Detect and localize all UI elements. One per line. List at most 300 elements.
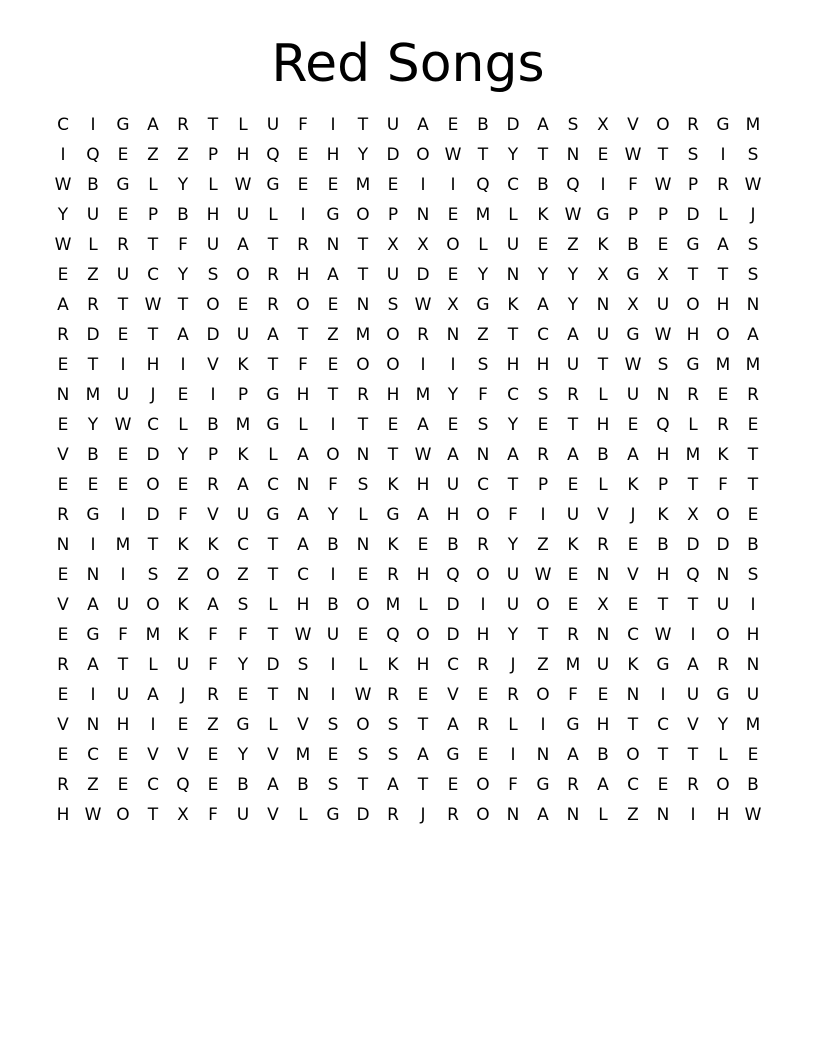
grid-letter: D xyxy=(506,115,520,135)
grid-letter: I xyxy=(330,415,336,435)
grid-letter: F xyxy=(298,355,308,375)
grid-letter: W xyxy=(624,145,642,165)
grid-letter: F xyxy=(238,625,248,645)
grid-letter: R xyxy=(717,655,729,675)
grid-letter: V xyxy=(627,115,639,135)
grid-row xyxy=(48,560,768,590)
grid-letter: T xyxy=(267,355,279,375)
grid-letter: H xyxy=(536,355,550,375)
grid-letter: N xyxy=(656,385,670,405)
grid-letter: E xyxy=(357,625,369,645)
grid-letter: W xyxy=(234,175,252,195)
grid-letter: T xyxy=(147,805,159,825)
grid-letter: E xyxy=(417,535,429,555)
grid-letter: O xyxy=(686,295,700,315)
grid-letter: C xyxy=(507,385,519,405)
grid-letter: L xyxy=(598,475,608,495)
grid-letter: U xyxy=(386,115,400,135)
grid-letter: R xyxy=(267,265,279,285)
grid-letter: A xyxy=(567,745,579,765)
grid-letter: H xyxy=(56,805,70,825)
grid-letter: A xyxy=(297,535,309,555)
grid-letter: Q xyxy=(266,145,280,165)
grid-letter: G xyxy=(86,625,100,645)
grid-letter: B xyxy=(597,445,609,465)
grid-letter: W xyxy=(744,175,762,195)
grid-letter: T xyxy=(657,745,669,765)
grid-letter: I xyxy=(120,505,126,525)
grid-letter: K xyxy=(657,505,669,525)
grid-letter: A xyxy=(267,325,279,345)
grid-letter: E xyxy=(357,565,369,585)
grid-letter: D xyxy=(266,655,280,675)
grid-letter: A xyxy=(537,295,549,315)
grid-letter: I xyxy=(750,595,756,615)
grid-letter: V xyxy=(297,715,309,735)
grid-letter: O xyxy=(476,805,490,825)
grid-letter: R xyxy=(477,535,489,555)
grid-letter: L xyxy=(508,205,518,225)
grid-letter: X xyxy=(387,235,399,255)
grid-letter: D xyxy=(716,535,730,555)
grid-letter: O xyxy=(356,595,370,615)
grid-letter: V xyxy=(447,685,459,705)
grid-letter: A xyxy=(717,235,729,255)
grid-letter: P xyxy=(537,475,549,495)
grid-letter: N xyxy=(296,685,310,705)
grid-letter: F xyxy=(508,775,518,795)
grid-row xyxy=(48,170,768,200)
grid-letter: C xyxy=(147,265,159,285)
grid-letter: R xyxy=(717,175,729,195)
grid-letter: C xyxy=(147,775,159,795)
grid-letter: W xyxy=(294,625,312,645)
grid-letter: E xyxy=(747,505,759,525)
grid-letter: X xyxy=(687,505,699,525)
grid-letter: C xyxy=(447,655,459,675)
grid-letter: H xyxy=(596,715,610,735)
grid-letter: A xyxy=(447,715,459,735)
grid-letter: K xyxy=(507,295,519,315)
grid-letter: E xyxy=(117,475,129,495)
grid-letter: C xyxy=(267,475,279,495)
grid-letter: B xyxy=(297,775,309,795)
grid-letter: O xyxy=(116,805,130,825)
grid-letter: G xyxy=(326,205,340,225)
grid-letter: A xyxy=(297,505,309,525)
grid-letter: T xyxy=(507,475,519,495)
grid-letter: Y xyxy=(237,745,249,765)
grid-letter: I xyxy=(450,175,456,195)
grid-letter: Y xyxy=(567,295,579,315)
grid-letter: G xyxy=(626,325,640,345)
grid-letter: T xyxy=(357,775,369,795)
grid-letter: Y xyxy=(447,385,459,405)
grid-letter: H xyxy=(296,385,310,405)
grid-letter: K xyxy=(387,535,399,555)
grid-letter: I xyxy=(120,565,126,585)
grid-letter: U xyxy=(686,685,700,705)
grid-letter: U xyxy=(506,595,520,615)
grid-letter: U xyxy=(506,565,520,585)
grid-row xyxy=(48,530,768,560)
grid-letter: U xyxy=(746,685,760,705)
grid-letter: L xyxy=(688,415,698,435)
grid-letter: E xyxy=(57,265,69,285)
grid-letter: E xyxy=(537,235,549,255)
grid-letter: O xyxy=(716,505,730,525)
grid-letter: X xyxy=(597,115,609,135)
grid-letter: N xyxy=(746,295,760,315)
grid-letter: T xyxy=(657,595,669,615)
grid-letter: X xyxy=(177,805,189,825)
grid-letter: S xyxy=(687,145,699,165)
grid-letter: R xyxy=(387,565,399,585)
grid-letter: U xyxy=(86,205,100,225)
grid-letter: U xyxy=(266,115,280,135)
grid-letter: E xyxy=(297,175,309,195)
grid-row xyxy=(48,680,768,710)
grid-letter: E xyxy=(627,535,639,555)
grid-letter: A xyxy=(147,115,159,135)
grid-letter: T xyxy=(177,295,189,315)
grid-letter: M xyxy=(745,355,761,375)
grid-letter: U xyxy=(116,685,130,705)
grid-letter: L xyxy=(298,415,308,435)
grid-letter: G xyxy=(536,775,550,795)
grid-letter: T xyxy=(627,715,639,735)
grid-letter: X xyxy=(627,295,639,315)
grid-letter: C xyxy=(627,775,639,795)
grid-letter: V xyxy=(57,595,69,615)
grid-letter: F xyxy=(328,475,338,495)
grid-letter: S xyxy=(747,145,759,165)
grid-letter: R xyxy=(267,295,279,315)
grid-letter: K xyxy=(627,655,639,675)
grid-letter: B xyxy=(207,415,219,435)
grid-letter: M xyxy=(745,115,761,135)
grid-letter: H xyxy=(206,205,220,225)
grid-letter: B xyxy=(747,535,759,555)
grid-row xyxy=(48,710,768,740)
grid-letter: P xyxy=(147,205,159,225)
grid-letter: U xyxy=(716,595,730,615)
grid-letter: P xyxy=(207,445,219,465)
grid-letter: E xyxy=(627,415,639,435)
grid-letter: C xyxy=(87,745,99,765)
grid-letter: U xyxy=(326,625,340,645)
grid-letter: Y xyxy=(357,145,369,165)
grid-letter: T xyxy=(147,325,159,345)
grid-letter: E xyxy=(537,415,549,435)
grid-letter: F xyxy=(208,625,218,645)
grid-letter: T xyxy=(537,625,549,645)
grid-letter: I xyxy=(330,655,336,675)
grid-letter: T xyxy=(717,265,729,285)
grid-letter: R xyxy=(387,685,399,705)
grid-row xyxy=(48,410,768,440)
grid-letter: V xyxy=(267,745,279,765)
grid-letter: Y xyxy=(507,535,519,555)
grid-letter: L xyxy=(268,595,278,615)
grid-letter: T xyxy=(477,145,489,165)
grid-letter: T xyxy=(597,355,609,375)
grid-letter: R xyxy=(297,235,309,255)
grid-row xyxy=(48,770,768,800)
grid-letter: L xyxy=(358,655,368,675)
grid-letter: F xyxy=(508,505,518,525)
grid-letter: K xyxy=(567,535,579,555)
grid-row xyxy=(48,500,768,530)
grid-letter: V xyxy=(687,715,699,735)
grid-letter: G xyxy=(476,295,490,315)
grid-letter: T xyxy=(747,475,759,495)
grid-letter: A xyxy=(507,445,519,465)
grid-letter: T xyxy=(687,265,699,285)
grid-letter: O xyxy=(146,595,160,615)
grid-letter: M xyxy=(745,715,761,735)
grid-letter: E xyxy=(207,745,219,765)
grid-letter: N xyxy=(506,265,520,285)
grid-letter: E xyxy=(57,355,69,375)
grid-letter: T xyxy=(357,235,369,255)
grid-letter: E xyxy=(177,475,189,495)
grid-letter: J xyxy=(150,385,156,405)
grid-letter: E xyxy=(117,325,129,345)
grid-letter: H xyxy=(236,145,250,165)
grid-letter: A xyxy=(327,265,339,285)
grid-letter: H xyxy=(716,805,730,825)
grid-letter: N xyxy=(566,805,580,825)
grid-letter: D xyxy=(446,625,460,645)
grid-letter: A xyxy=(267,775,279,795)
grid-letter: Z xyxy=(147,145,159,165)
grid-letter: L xyxy=(508,715,518,735)
grid-letter: W xyxy=(744,805,762,825)
grid-letter: C xyxy=(477,475,489,495)
grid-letter: C xyxy=(627,625,639,645)
grid-letter: E xyxy=(597,145,609,165)
grid-letter: V xyxy=(57,445,69,465)
grid-letter: U xyxy=(206,235,220,255)
grid-letter: G xyxy=(686,235,700,255)
grid-letter: L xyxy=(358,505,368,525)
grid-letter: S xyxy=(747,235,759,255)
grid-letter: M xyxy=(355,175,371,195)
grid-letter: B xyxy=(477,115,489,135)
grid-letter: O xyxy=(386,355,400,375)
grid-letter: Z xyxy=(207,715,219,735)
grid-letter: F xyxy=(178,505,188,525)
grid-letter: U xyxy=(116,265,130,285)
grid-letter: Q xyxy=(386,625,400,645)
grid-letter: H xyxy=(446,505,460,525)
grid-letter: S xyxy=(657,355,669,375)
grid-letter: O xyxy=(416,145,430,165)
grid-letter: G xyxy=(686,355,700,375)
grid-letter: U xyxy=(566,505,580,525)
grid-letter: U xyxy=(446,475,460,495)
grid-letter: S xyxy=(357,745,369,765)
grid-letter: I xyxy=(540,505,546,525)
grid-letter: M xyxy=(475,205,491,225)
grid-letter: R xyxy=(567,625,579,645)
grid-letter: W xyxy=(84,805,102,825)
grid-letter: O xyxy=(656,115,670,135)
grid-letter: L xyxy=(148,175,158,195)
grid-letter: M xyxy=(415,385,431,405)
grid-letter: J xyxy=(510,655,516,675)
grid-letter: Z xyxy=(87,775,99,795)
grid-letter: O xyxy=(356,205,370,225)
grid-letter: L xyxy=(208,175,218,195)
grid-letter: R xyxy=(117,235,129,255)
grid-letter: E xyxy=(447,115,459,135)
grid-letter: W xyxy=(654,175,672,195)
grid-letter: V xyxy=(207,505,219,525)
grid-letter: D xyxy=(146,505,160,525)
grid-letter: Y xyxy=(237,655,249,675)
grid-letter: D xyxy=(386,145,400,165)
grid-letter: D xyxy=(206,325,220,345)
grid-letter: F xyxy=(208,805,218,825)
grid-letter: M xyxy=(145,625,161,645)
grid-letter: T xyxy=(687,475,699,495)
grid-letter: N xyxy=(296,475,310,495)
grid-letter: R xyxy=(207,685,219,705)
grid-letter: S xyxy=(297,655,309,675)
grid-letter: T xyxy=(267,685,279,705)
grid-letter: R xyxy=(717,415,729,435)
grid-letter: H xyxy=(716,295,730,315)
grid-letter: M xyxy=(565,655,581,675)
grid-letter: H xyxy=(686,325,700,345)
grid-letter: S xyxy=(327,775,339,795)
grid-letter: H xyxy=(146,355,160,375)
grid-letter: H xyxy=(416,565,430,585)
grid-letter: U xyxy=(236,805,250,825)
grid-letter: R xyxy=(537,445,549,465)
grid-letter: A xyxy=(387,775,399,795)
grid-letter: R xyxy=(387,805,399,825)
grid-letter: T xyxy=(657,145,669,165)
grid-letter: S xyxy=(477,415,489,435)
grid-letter: W xyxy=(414,295,432,315)
grid-row xyxy=(48,380,768,410)
grid-letter: N xyxy=(596,565,610,585)
grid-letter: E xyxy=(207,775,219,795)
grid-letter: P xyxy=(237,385,249,405)
grid-letter: E xyxy=(417,685,429,705)
grid-letter: O xyxy=(716,775,730,795)
grid-letter: C xyxy=(297,565,309,585)
grid-letter: E xyxy=(447,205,459,225)
grid-letter: I xyxy=(720,145,726,165)
grid-letter: K xyxy=(237,445,249,465)
grid-letter: T xyxy=(387,445,399,465)
grid-letter: B xyxy=(327,535,339,555)
grid-letter: A xyxy=(627,445,639,465)
grid-letter: G xyxy=(716,115,730,135)
grid-letter: Y xyxy=(177,265,189,285)
grid-letter: N xyxy=(446,325,460,345)
grid-letter: E xyxy=(387,415,399,435)
grid-letter: K xyxy=(177,595,189,615)
grid-letter: Z xyxy=(627,805,639,825)
grid-letter: C xyxy=(147,415,159,435)
grid-letter: W xyxy=(354,685,372,705)
grid-letter: B xyxy=(747,775,759,795)
grid-letter: V xyxy=(267,805,279,825)
grid-letter: A xyxy=(417,745,429,765)
grid-letter: I xyxy=(450,355,456,375)
grid-letter: G xyxy=(626,265,640,285)
grid-letter: M xyxy=(355,325,371,345)
grid-row xyxy=(48,140,768,170)
grid-letter: E xyxy=(327,355,339,375)
grid-letter: L xyxy=(148,655,158,675)
grid-letter: E xyxy=(717,385,729,405)
grid-letter: U xyxy=(236,205,250,225)
grid-letter: S xyxy=(387,745,399,765)
grid-letter: T xyxy=(747,445,759,465)
grid-letter: H xyxy=(116,715,130,735)
grid-letter: E xyxy=(87,475,99,495)
grid-letter: R xyxy=(177,115,189,135)
grid-letter: E xyxy=(57,685,69,705)
grid-letter: I xyxy=(180,355,186,375)
grid-letter: R xyxy=(597,535,609,555)
grid-letter: N xyxy=(416,205,430,225)
grid-letter: E xyxy=(567,595,579,615)
grid-letter: Y xyxy=(57,205,69,225)
grid-letter: Y xyxy=(87,415,99,435)
grid-letter: H xyxy=(326,145,340,165)
grid-letter: R xyxy=(687,775,699,795)
grid-letter: Y xyxy=(507,625,519,645)
grid-letter: M xyxy=(295,745,311,765)
grid-row xyxy=(48,800,768,830)
grid-letter: L xyxy=(178,415,188,435)
grid-letter: V xyxy=(207,355,219,375)
grid-letter: L xyxy=(598,385,608,405)
grid-letter: I xyxy=(330,115,336,135)
grid-letter: X xyxy=(597,595,609,615)
grid-letter: G xyxy=(266,505,280,525)
grid-letter: E xyxy=(447,415,459,435)
grid-letter: N xyxy=(746,655,760,675)
grid-letter: M xyxy=(85,385,101,405)
grid-letter: T xyxy=(267,625,279,645)
grid-letter: H xyxy=(476,625,490,645)
grid-letter: P xyxy=(387,205,399,225)
grid-letter: Q xyxy=(476,175,490,195)
grid-letter: T xyxy=(87,355,99,375)
grid-letter: T xyxy=(357,415,369,435)
grid-letter: H xyxy=(416,475,430,495)
grid-letter: K xyxy=(207,535,219,555)
grid-letter: R xyxy=(447,805,459,825)
grid-letter: O xyxy=(146,475,160,495)
grid-letter: S xyxy=(237,595,249,615)
grid-letter: F xyxy=(178,235,188,255)
grid-letter: O xyxy=(296,295,310,315)
grid-letter: E xyxy=(657,235,669,255)
grid-letter: A xyxy=(177,325,189,345)
grid-letter: O xyxy=(356,355,370,375)
grid-letter: D xyxy=(416,265,430,285)
grid-letter: H xyxy=(386,385,400,405)
